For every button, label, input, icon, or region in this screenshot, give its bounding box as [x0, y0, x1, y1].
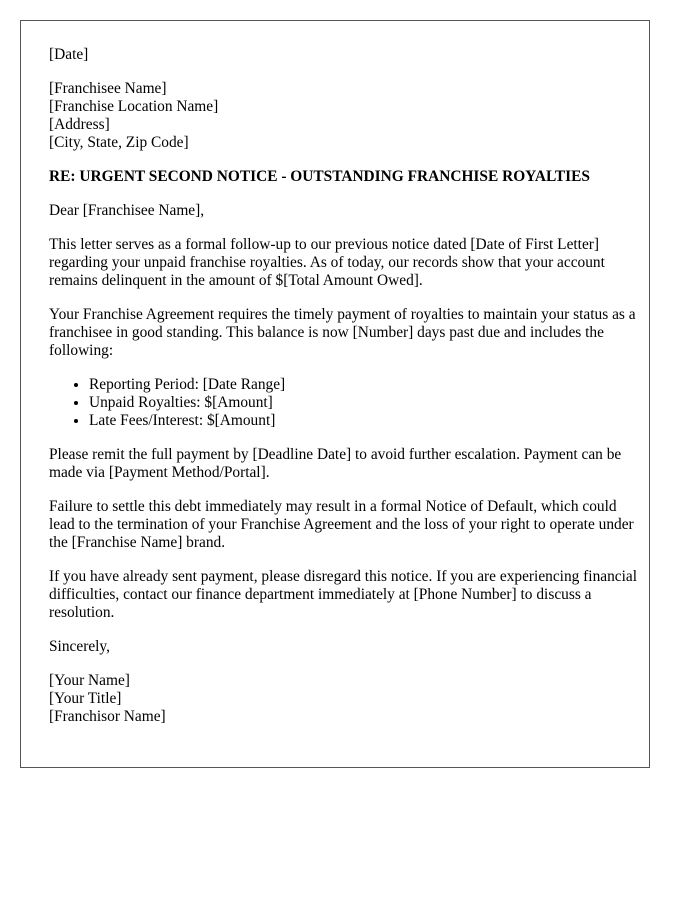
recipient-address: [49, 80, 649, 152]
recipient-city-state-zip: [City, State, Zip Code]: [49, 134, 189, 151]
closing: Sincerely,: [49, 638, 110, 655]
salutation: Dear [Franchisee Name],: [49, 202, 205, 219]
signature-title: [Your Title]: [49, 690, 122, 707]
letter-date: [49, 46, 649, 64]
paragraph-agreement: Your Franchise Agreement requires the timely payment of royalties to maintain your status as a franchisee in good standing. This balance is now [Number] days past due and includes the following:: [49, 306, 636, 359]
recipient-location: [Franchise Location Name]: [49, 98, 219, 115]
paragraph-remit: Please remit the full payment by [Deadline Date] to avoid further escalation. Payment can be made via [Payment Method/Portal].: [49, 446, 622, 481]
letter-page: [20, 20, 650, 768]
list-item: • Late Fees/Interest: $[Amount]: [89, 412, 649, 430]
subject-line: RE: URGENT SECOND NOTICE - OUTSTANDING FRANCHISE ROYALTIES: [49, 168, 590, 185]
signature-block: [49, 672, 649, 726]
recipient-address-line: [Address]: [49, 116, 110, 133]
list-item: • Unpaid Royalties: $[Amount]: [89, 394, 649, 412]
signature-name: [Your Name]: [49, 672, 130, 689]
list-item: • Reporting Period: [Date Range]: [89, 376, 649, 394]
paragraph-default-warning: Failure to settle this debt immediately may result in a formal Notice of Default, which could lead to the termination of your Franchise Agreement and the loss of your right to operate under the [Franchise Name] brand.: [49, 498, 634, 551]
paragraph-intro: This letter serves as a formal follow-up to our previous notice dated [Date of First Letter] regarding your unpaid franchise royalties. As of today, our records show that your account remains delinquent in the amount of $[Total Amount Owed].: [49, 236, 605, 289]
signature-company: [Franchisor Name]: [49, 708, 166, 725]
recipient-name: [Franchisee Name]: [49, 80, 167, 97]
date-text: [Date]: [49, 46, 89, 63]
paragraph-already-paid: If you have already sent payment, please disregard this notice. If you are experiencing financial difficulties, contact our finance department immediately at [Phone Number] to discuss a resolution.: [49, 568, 638, 621]
balance-items-list: [49, 376, 649, 430]
